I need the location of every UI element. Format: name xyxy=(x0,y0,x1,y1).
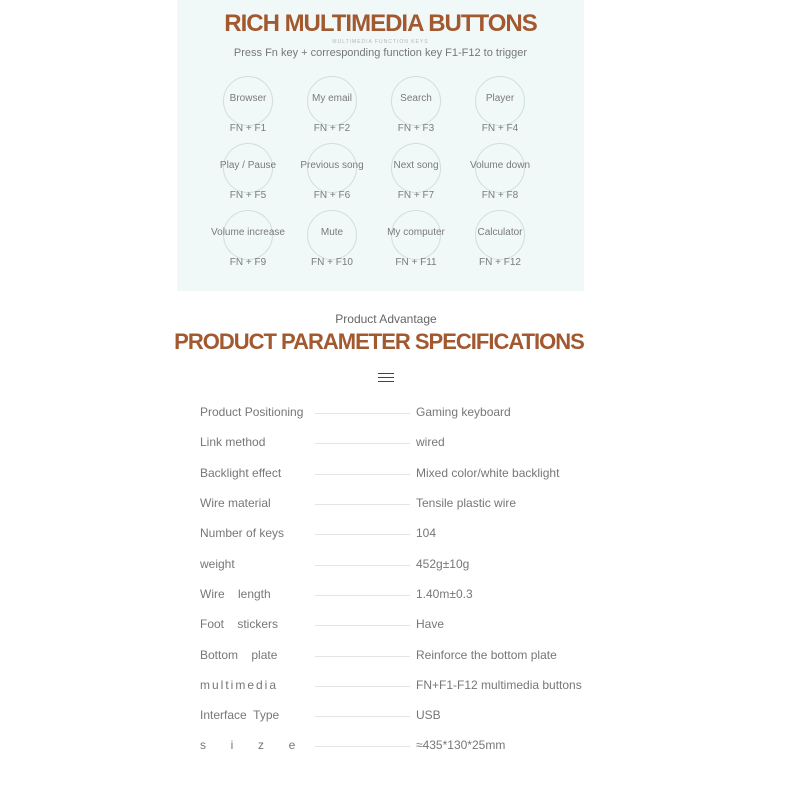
spec-value: FN+F1-F12 multimedia buttons xyxy=(416,678,582,692)
spec-title: PRODUCT PARAMETER SPECIFICATIONS xyxy=(174,329,584,354)
button-key: FN + F2 xyxy=(313,123,351,134)
media-button-previous-song xyxy=(290,143,374,213)
button-name: Search xyxy=(400,93,432,104)
button-name: Volume down xyxy=(469,160,531,171)
spec-row xyxy=(200,587,600,607)
button-name: Calculator xyxy=(477,227,523,238)
spec-divider xyxy=(315,565,410,566)
button-key: FN + F8 xyxy=(481,190,519,201)
button-name: Previous song xyxy=(300,160,364,171)
spec-value: wired xyxy=(416,435,445,449)
spec-divider xyxy=(315,504,410,505)
button-key: FN + F11 xyxy=(395,257,437,268)
spec-row xyxy=(200,435,600,455)
spec-divider xyxy=(315,656,410,657)
spec-label: Interface Type xyxy=(200,708,280,722)
spec-divider xyxy=(315,625,410,626)
spec-divider xyxy=(315,474,410,475)
media-button-email xyxy=(290,76,374,146)
button-key: FN + F12 xyxy=(479,257,521,268)
spec-row xyxy=(200,617,600,637)
spec-label: weight xyxy=(200,557,235,571)
spec-divider xyxy=(315,534,410,535)
spec-row xyxy=(200,526,600,546)
spec-label: Wire length xyxy=(200,587,271,601)
spec-row xyxy=(200,466,600,486)
media-button-next-song xyxy=(374,143,458,213)
spec-value: Mixed color/white backlight xyxy=(416,466,560,480)
spec-row xyxy=(200,738,600,758)
media-button-browser xyxy=(206,76,290,146)
spec-label: Foot stickers xyxy=(200,617,279,631)
spec-row xyxy=(200,678,600,698)
button-key: FN + F3 xyxy=(397,123,435,134)
menu-icon xyxy=(378,373,394,383)
button-key: FN + F6 xyxy=(313,190,351,201)
spec-value: USB xyxy=(416,708,441,722)
spec-label: Bottom plate xyxy=(200,648,278,662)
media-button-play-pause xyxy=(206,143,290,213)
spec-value: Gaming keyboard xyxy=(416,405,511,419)
spec-value: Reinforce the bottom plate xyxy=(416,648,557,662)
spec-value: Tensile plastic wire xyxy=(416,496,517,510)
media-button-calculator xyxy=(458,210,542,280)
button-key: FN + F10 xyxy=(311,257,353,268)
spec-label: Product Positioning xyxy=(200,405,304,419)
media-button-volume-down xyxy=(458,143,542,213)
button-key: FN + F1 xyxy=(229,123,267,134)
button-name: Mute xyxy=(320,227,344,238)
spec-label: Wire material xyxy=(200,496,271,510)
product-advantage-label: Product Advantage xyxy=(335,312,437,326)
media-button-mute xyxy=(290,210,374,280)
button-name: Browser xyxy=(229,93,267,104)
spec-divider xyxy=(315,716,410,717)
spec-row xyxy=(200,496,600,516)
button-name: Volume increase xyxy=(211,227,285,238)
spec-row xyxy=(200,557,600,577)
button-name: Next song xyxy=(393,160,439,171)
spec-label: Backlight effect xyxy=(200,466,282,480)
button-key: FN + F7 xyxy=(397,190,435,201)
button-name: Player xyxy=(485,93,515,104)
spec-divider xyxy=(315,686,410,687)
spec-value: Have xyxy=(416,617,445,631)
media-button-search xyxy=(374,76,458,146)
spec-divider xyxy=(315,595,410,596)
spec-value: 452g±10g xyxy=(416,557,470,571)
media-button-volume-increase xyxy=(206,210,290,280)
multimedia-tiny-caption: MULTIMEDIA FUNCTION KEYS xyxy=(332,39,429,45)
button-key: FN + F5 xyxy=(229,190,267,201)
multimedia-subtitle: Press Fn key + corresponding function key F1-F12 to trigger xyxy=(233,47,528,59)
multimedia-title: RICH MULTIMEDIA BUTTONS xyxy=(224,10,537,37)
spec-value: ≈435*130*25mm xyxy=(416,738,506,752)
spec-divider xyxy=(315,746,410,747)
spec-divider xyxy=(315,413,410,414)
button-key: FN + F9 xyxy=(229,257,267,268)
spec-value: 104 xyxy=(416,526,437,540)
spec-row xyxy=(200,708,600,728)
button-name: My email xyxy=(311,93,352,104)
button-name: Play / Pause xyxy=(219,160,277,171)
spec-label: Number of keys xyxy=(200,526,285,540)
media-button-player xyxy=(458,76,542,146)
multimedia-panel xyxy=(177,0,584,291)
media-button-my-computer xyxy=(374,210,458,280)
spec-label: multimedia xyxy=(200,678,279,692)
spec-label: Link method xyxy=(200,435,266,449)
spec-divider xyxy=(315,443,410,444)
spec-row xyxy=(200,405,600,425)
button-key: FN + F4 xyxy=(481,123,519,134)
spec-row xyxy=(200,648,600,668)
spec-label: s i z e xyxy=(200,738,302,752)
button-name: My computer xyxy=(387,227,445,238)
spec-value: 1.40m±0.3 xyxy=(416,587,473,601)
